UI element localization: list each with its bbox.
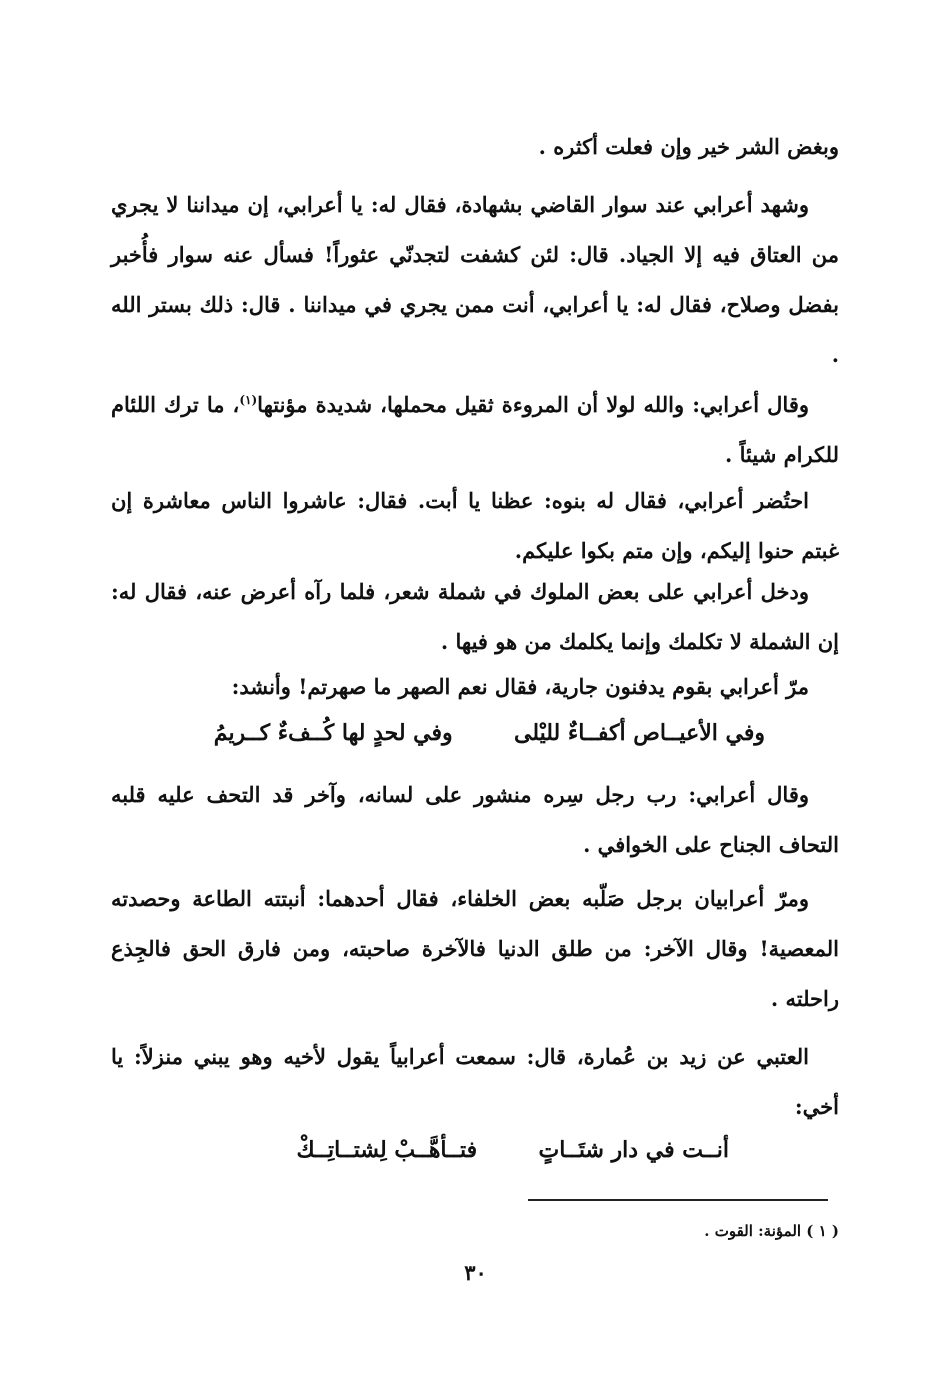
- footnote: ( ١ ) المؤنة: القوت .: [704, 1222, 839, 1240]
- verse-1-second-hemistich: وفي لحدٍ لها كُــفءٌ كــريمُ: [213, 720, 453, 746]
- paragraph-3-text-before: وقال أعرابي: والله لولا أن المروءة ثقيل محملها، شديدة مؤنتها: [257, 392, 809, 417]
- paragraph-7: وقال أعرابي: رب رجل سِره منشور على لسانه، وآخر قد التحف عليه قلبه التحاف الجناح على الخوافي .: [111, 782, 839, 857]
- paragraph-8: ومرّ أعرابيان برجل صَلّبه بعض الخلفاء، فقال أحدهما: أنبتته الطاعة وحصدته المعصية! وقال الآخر: من طلق الدنيا فالآخرة صاحبته، ومن فارق الحق فالجِذع راحلته .: [111, 886, 839, 1011]
- page-number: ٣٠: [464, 1260, 487, 1285]
- verse-2-first-hemistich: أنــت في دار شتَــاتٍ: [538, 1137, 729, 1163]
- paragraph-3-text-after: ، ما ترك اللئام للكرام شيئاً .: [111, 392, 839, 467]
- paragraph-4: احتُضر أعرابي، فقال له بنوه: عظنا يا أبت. فقال: عاشروا الناس معاشرة إن غبتم حنوا إليكم، وإن متم بكوا عليكم.: [111, 488, 839, 563]
- paragraph-5: ودخل أعرابي على بعض الملوك في شملة شعر، فلما رآه أعرض عنه، فقال له: إن الشملة لا تكلمك وإنما يكلمك من هو فيها .: [111, 579, 839, 654]
- footnote-marker: (١): [239, 393, 258, 407]
- footnote-divider: [528, 1199, 828, 1201]
- paragraph-9: العتبي عن زيد بن عُمارة، قال: سمعت أعرابياً يقول لأخيه وهو يبني منزلاً: يا أخي:: [111, 1044, 839, 1119]
- verse-1-first-hemistich: وفي الأعيــاص أكفــاءٌ لليْلى: [514, 720, 765, 746]
- verse-2: [297, 1130, 729, 1170]
- verse-2-second-hemistich: فتــأهَّــبْ لِشتــاتِــكْ: [296, 1137, 478, 1163]
- paragraph-2: وشهد أعرابي عند سوار القاضي بشهادة، فقال له: يا أعرابي، إن ميداننا لا يجري من العتاق فيه إلا الجياد. قال: لئن كشفت لتجدنّي عثوراً! فسأل عنه سوار فأُخبر بفضل وصلاح، فقال له: يا أعرابي، أنت ممن يجري في ميداننا . قال: ذلك بستر الله .: [111, 192, 839, 367]
- verse-1: [214, 713, 765, 753]
- paragraph-1: وبغض الشر خير وإن فعلت أكثره .: [538, 134, 839, 159]
- paragraph-6: مرّ أعرابي بقوم يدفنون جارية، فقال نعم الصهر ما صهرتم! وأنشد:: [231, 674, 809, 699]
- paragraph-3: [111, 380, 839, 480]
